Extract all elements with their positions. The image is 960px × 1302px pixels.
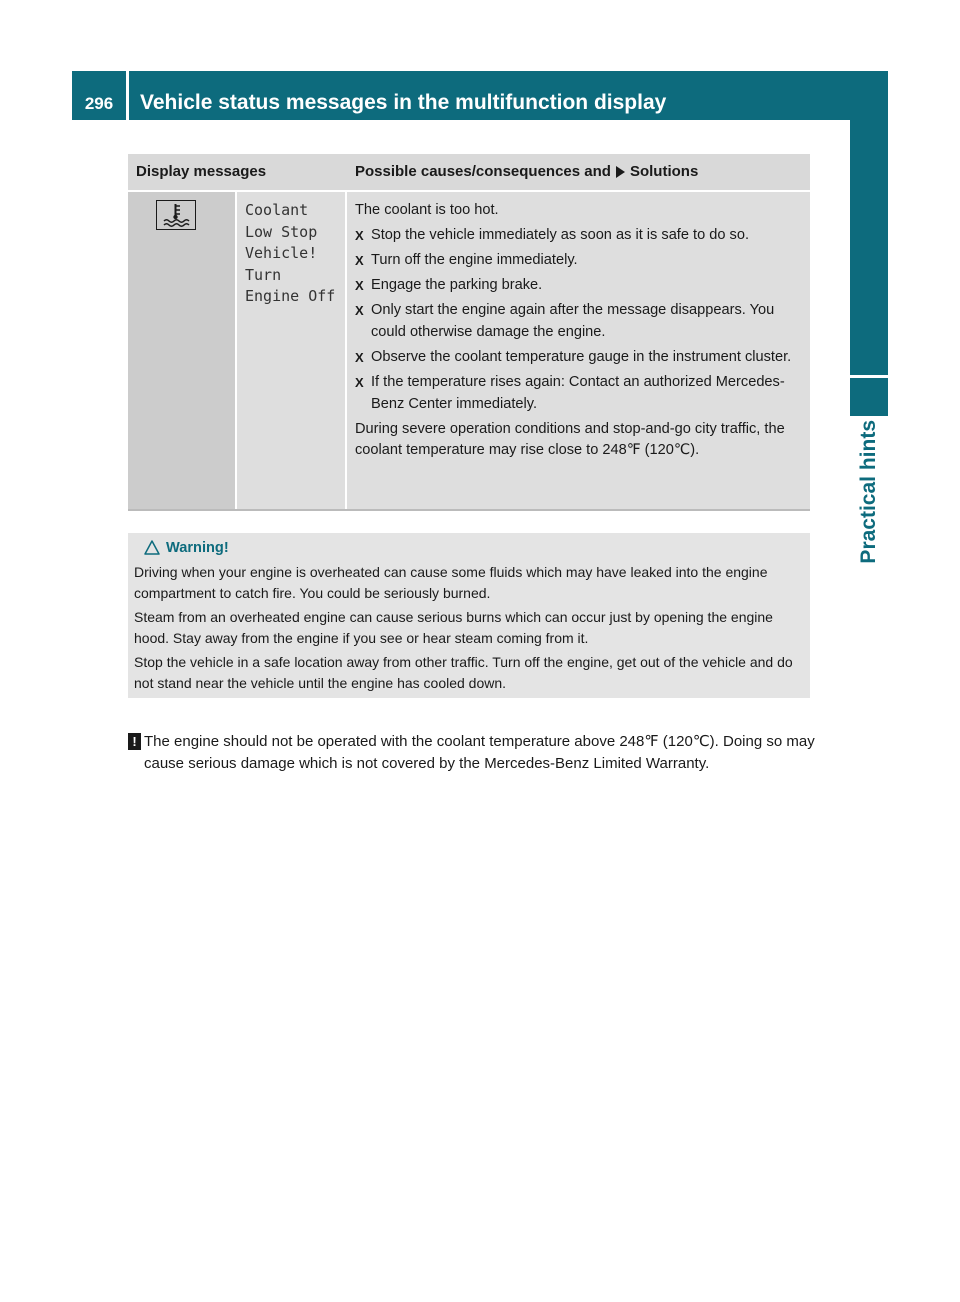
note-text: The engine should not be operated with the coolant temperature above 248℉ (120℃). Doing so may cause serious damage which is not covered by the Mercedes-Benz Limited Warranty.: [144, 733, 815, 772]
step-x-icon: X: [355, 228, 364, 244]
closing-text: During severe operation conditions and stop-and-go city traffic, the coolant temperature may rise close to 248℉ (120℃).: [355, 420, 785, 459]
table-header-solutions: Possible causes/consequences and Solutions: [355, 163, 699, 180]
list-item: X Observe the coolant temperature gauge in the instrument cluster.: [355, 347, 807, 369]
arrow-right-icon: [616, 166, 625, 178]
warning-paragraph: Steam from an overheated engine can cause serious burns which can occur just by opening the engine hood. Stay away from the engine if you see or hear steam coming from it.: [134, 609, 773, 646]
side-tab: [850, 420, 888, 600]
header-divider: [126, 71, 129, 120]
step-x-icon: X: [355, 303, 364, 319]
warning-triangle-icon: [144, 540, 160, 555]
warning-paragraph: Driving when your engine is overheated can cause some fluids which may have leaked into the engine compartment to catch fire. You could be seriously burned.: [134, 564, 768, 601]
cause-text: The coolant is too hot.: [355, 202, 499, 218]
table-header-display-messages: Display messages: [136, 163, 267, 180]
list-item: X Only start the engine again after the message disappears. You could otherwise damage the engine.: [355, 302, 775, 340]
step-x-icon: X: [355, 375, 364, 391]
page-title: Vehicle status messages in the multifunction display: [140, 91, 667, 114]
coolant-temperature-icon: [156, 200, 196, 230]
side-tab-label: Practical hints: [857, 420, 880, 564]
page-number: 296: [84, 94, 114, 113]
step-x-icon: X: [355, 278, 364, 294]
messages-table: [128, 154, 810, 511]
list-item: X If the temperature rises again: Contact an authorized Mercedes-Benz Center immediately.: [355, 374, 785, 412]
note-paragraph: [128, 731, 818, 774]
list-item: X Turn off the engine immediately.: [355, 250, 807, 272]
table-cell-solutions: [347, 192, 810, 511]
exclamation-icon: !: [128, 733, 141, 750]
table-cell-message: [237, 192, 345, 511]
step-x-icon: X: [355, 253, 364, 269]
warning-box: [128, 533, 810, 698]
table-bottom-rule: [128, 509, 810, 511]
warning-title: Warning!: [144, 537, 229, 559]
table-header-row: [128, 154, 810, 190]
side-tab-marker: [850, 378, 888, 416]
list-item: X Stop the vehicle immediately as soon as it is safe to do so.: [355, 225, 807, 247]
display-message: Coolant Low Stop Vehicle! Turn Engine Off: [245, 201, 336, 305]
side-tab-bar: [850, 120, 888, 375]
warning-paragraph: Stop the vehicle in a safe location away from other traffic. Turn off the engine, get out of the vehicle and do not stand near the vehicle until the engine has cooled down.: [134, 654, 793, 691]
table-cell-icon: [128, 192, 235, 511]
list-item: X Engage the parking brake.: [355, 275, 807, 297]
step-x-icon: X: [355, 349, 364, 365]
